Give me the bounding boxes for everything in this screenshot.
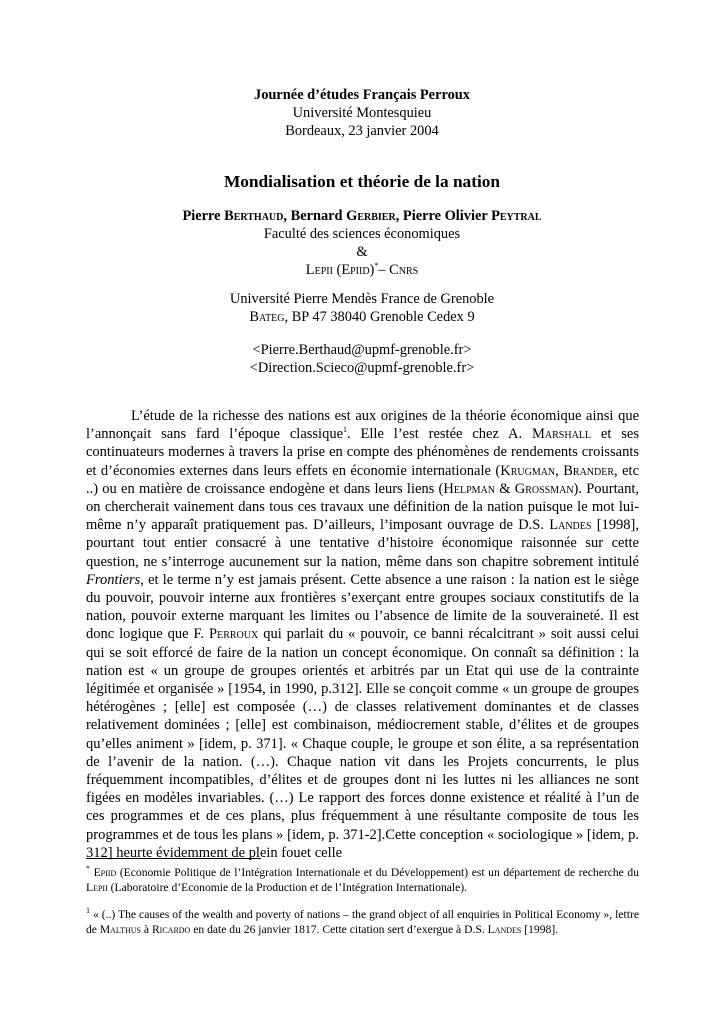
note-text: « (..) The causes of the wealth and poverty of nations – the grand object of all enquiries in Political Economy », lettre de	[86, 908, 639, 936]
address-block	[0, 290, 724, 326]
email-block	[0, 341, 724, 377]
lab-paren: (	[332, 262, 342, 278]
text-run: et ses continuateurs modernes à travers la prise en compte des phénomènes de rendements croissants et d’économies externes dans leurs effets en économie internationale (	[86, 426, 639, 479]
postal-address	[0, 308, 724, 326]
body-paragraph	[86, 407, 639, 862]
title-frontiers: Frontiers	[86, 571, 141, 588]
author-2-first: Bernard	[290, 208, 347, 224]
email-berthaud: <Pierre.Berthaud@upmf-grenoble.fr>	[252, 342, 472, 358]
text-run: . Elle l’est restée chez A.	[347, 426, 532, 443]
author-3-last: Peytral	[491, 208, 542, 224]
note-malthus: Malthus	[99, 922, 141, 936]
lab-lepii: Lepii	[305, 262, 333, 278]
text-run: ). Pourtant, on chercherait vainement dans tous ces travaux une définition de la nation puisque le mot lui-même n’y apparaît pratiquement pas. D’ailleurs, l’imposant ouvrage de D.S.	[86, 480, 639, 534]
paper-title: Mondialisation et théorie de la nation	[223, 172, 501, 191]
conference-university: Université Montesquieu	[292, 105, 432, 121]
body-text	[86, 407, 639, 862]
lab-epiid: Epiid	[341, 262, 370, 278]
author-1-first: Pierre	[182, 208, 225, 224]
author-1-last: Berthaud	[224, 208, 284, 224]
footnote-2	[86, 908, 639, 937]
name-marshall: Marshall	[532, 426, 592, 443]
note-lepii: Lepii	[86, 880, 108, 894]
footnote-mark: *	[86, 864, 90, 874]
name-perroux: Perroux	[209, 626, 259, 643]
note-text: [1998].	[521, 922, 559, 936]
note-text: (Laboratoire d’Economie de la Production et de l’Intégration Internationale).	[107, 880, 468, 894]
name-helpman: Helpman	[443, 480, 495, 497]
email-direction: <Direction.Scieco@upmf-grenoble.fr>	[249, 360, 475, 376]
author-block	[0, 207, 724, 279]
footnote-ref: 1	[343, 425, 348, 435]
author-2-last: Gerbier	[346, 208, 396, 224]
text-run: L’étude de la richesse des nations est aux origines de la théorie économique ainsi que l’annonçait sans fard l’époque classique	[86, 408, 639, 443]
footnote-mark: 1	[86, 906, 90, 916]
conference-header	[0, 86, 724, 140]
name-krugman: Krugman	[500, 462, 556, 479]
text-run: , etc ..) ou en matière de croissance endogène et dans leurs liens (	[86, 462, 640, 497]
note-text: en date du 26 janvier 1817. Cette citation sert d’exergue à D.S.	[190, 922, 488, 936]
authors	[0, 207, 724, 225]
conference-place-date: Bordeaux, 23 janvier 2004	[285, 123, 439, 139]
text-run: , et le terme n’y est jamais présent. Cette absence a une raison : la nation est le siège du pouvoir, pouvoir interne aux frontières s’exerçant entre groupes sociaux constitutifs de la nation, pouvoir externe marquant les limites ou l’absence de limite de la souveraineté. Il est donc logique que F.	[86, 571, 639, 643]
note-text: à	[140, 922, 152, 936]
footnote-mark: *	[374, 261, 379, 271]
address-bateg: Bateg	[249, 309, 285, 325]
note-ricardo: Ricardo	[151, 922, 191, 936]
note-epiid: Epiid	[93, 866, 117, 879]
lab-dash: –	[378, 262, 390, 278]
author-3-first: Pierre Olivier	[402, 208, 492, 224]
conference-title: Journée d’études Français Perroux	[254, 87, 470, 103]
lab-line	[0, 261, 724, 279]
name-grossman: Grossman	[514, 480, 574, 497]
text-run: [1998], pourtant tout entier consacré à une tentative d’histoire économique raisonnée sur cette question, ne s’interroge aucunement sur la nation, même dans son chapitre sobrement intitulé	[86, 517, 639, 570]
address-rest: , BP 47 38040 Grenoble Cedex 9	[284, 309, 475, 325]
text-run: qui parlait du « pouvoir, ce banni récalcitrant » soit aussi celui qui se soit efforcé de faire de la nation un concept économique. On connaît sa définition : la nation est « un groupe de groupes orientés et arbitrés par un Etat qui use de la contrainte légitimée et organisée » [1954, in 1990, p.312]. Elle se conçoit comme « un groupe de groupes hétérogènes ; [elle] est composée (…) de classes relativement dominantes et de classes relativement dominées ; [elle] est combinaison, médiocrement stable, d’élites et de groupes qu’elles animent » [idem, p. 371]. « Chaque couple, le groupe et son élite, a sa représentation de l’avenir de la nation. (…). Chaque nation vit dans les Projets concurrents, le plus fréquemment incompatibles, d’élites et de groupes dont ni les luttes ni les alliances ne sont figées en modèles invariables. (…) Le rapport des forces donne existence et réalité à l’un de ces programmes et de ces plans, plus fréquemment à une résultante composite de tous les programmes et de tous les plans » [idem, p. 371-2].Cette conception « sociologique » [idem, p. 312] heurte évidemment de plein fouet celle	[86, 626, 639, 861]
footnote-divider	[86, 858, 261, 859]
ampersand: &	[356, 244, 368, 260]
name-landes: Landes	[549, 517, 592, 534]
lab-paren: )	[369, 262, 375, 278]
note-text: (Economie Politique de l’Intégration Internationale et du Développement) est un département de recherche du	[116, 866, 639, 879]
note-landes: Landes	[487, 922, 522, 936]
author-sep: ,	[283, 208, 291, 224]
author-sep: ,	[395, 208, 403, 224]
name-brander: Brander	[563, 462, 615, 479]
text-run: ,	[555, 462, 564, 479]
lab-cnrs: Cnrs	[389, 262, 419, 278]
text-run: &	[494, 480, 515, 497]
university-name: Université Pierre Mendès France de Grenoble	[229, 291, 495, 307]
footnote-1	[86, 866, 639, 895]
faculty: Faculté des sciences économiques	[263, 226, 461, 242]
